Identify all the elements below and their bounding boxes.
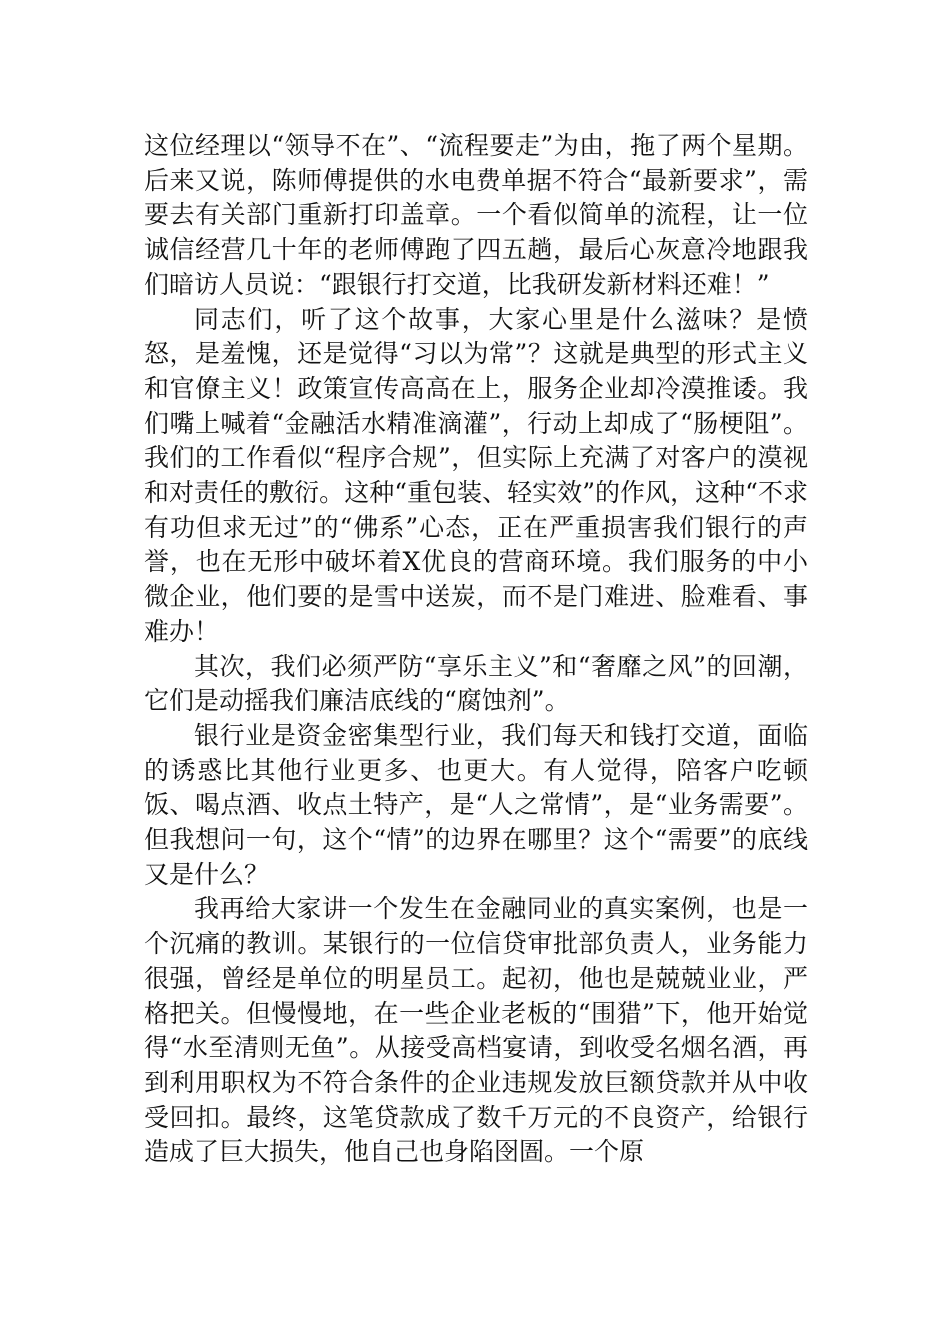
paragraph-hedonism-warning: 其次，我们必须严防“享乐主义”和“奢靡之风”的回潮，它们是动摇我们廉洁底线的“腐蚀剂”。: [144, 651, 808, 716]
document-body: [144, 129, 808, 1170]
paragraph-case-study: 我再给大家讲一个发生在金融同业的真实案例，也是一个沉痛的教训。某银行的一位信贷审批部负责人，业务能力很强，曾经是单位的明星员工。起初，他也是兢兢业业，严格把关。但慢慢地，在一些企业老板的“围猎”下，他开始觉得“水至清则无鱼”。从接受高档宴请，到收受名烟名酒，再到利用职权为不符合条件的企业违规发放巨额贷款并从中收受回扣。最终，这笔贷款成了数千万元的不良资产，给银行造成了巨大损失，他自己也身陷囹圄。一个原: [144, 894, 808, 1167]
paragraph-banking-temptation: 银行业是资金密集型行业，我们每天和钱打交道，面临的诱惑比其他行业更多、也更大。有人觉得，陪客户吃顿饭、喝点酒、收点土特产，是“人之常情”，是“业务需要”。但我想问一句，这个“情”的边界在哪里？这个“需要”的底线又是什么？: [144, 720, 808, 889]
paragraph-formalism: 同志们，听了这个故事，大家心里是什么滋味？是愤怒，是羞愧，还是觉得“习以为常”？这就是典型的形式主义和官僚主义！政策宣传高高在上，服务企业却冷漠推诿。我们嘴上喊着“金融活水精准滴灌”，行动上却成了“肠梗阻”。我们的工作看似“程序合规”，但实际上充满了对客户的漠视和对责任的敷衍。这种“重包装、轻实效”的作风，这种“不求有功但求无过”的“佛系”心态，正在严重损害我们银行的声誉，也在无形中破坏着X优良的营商环境。我们服务的中小微企业，他们要的是雪中送炭，而不是门难进、脸难看、事难办！: [144, 304, 808, 646]
paragraph-continuation: 这位经理以“领导不在”、“流程要走”为由，拖了两个星期。后来又说，陈师傅提供的水电费单据不符合“最新要求”，需要去有关部门重新打印盖章。一个看似简单的流程，让一位诚信经营几十年的老师傅跑了四五趟，最后心灰意冷地跟我们暗访人员说：“跟银行打交道，比我研发新材料还难！”: [144, 131, 808, 299]
